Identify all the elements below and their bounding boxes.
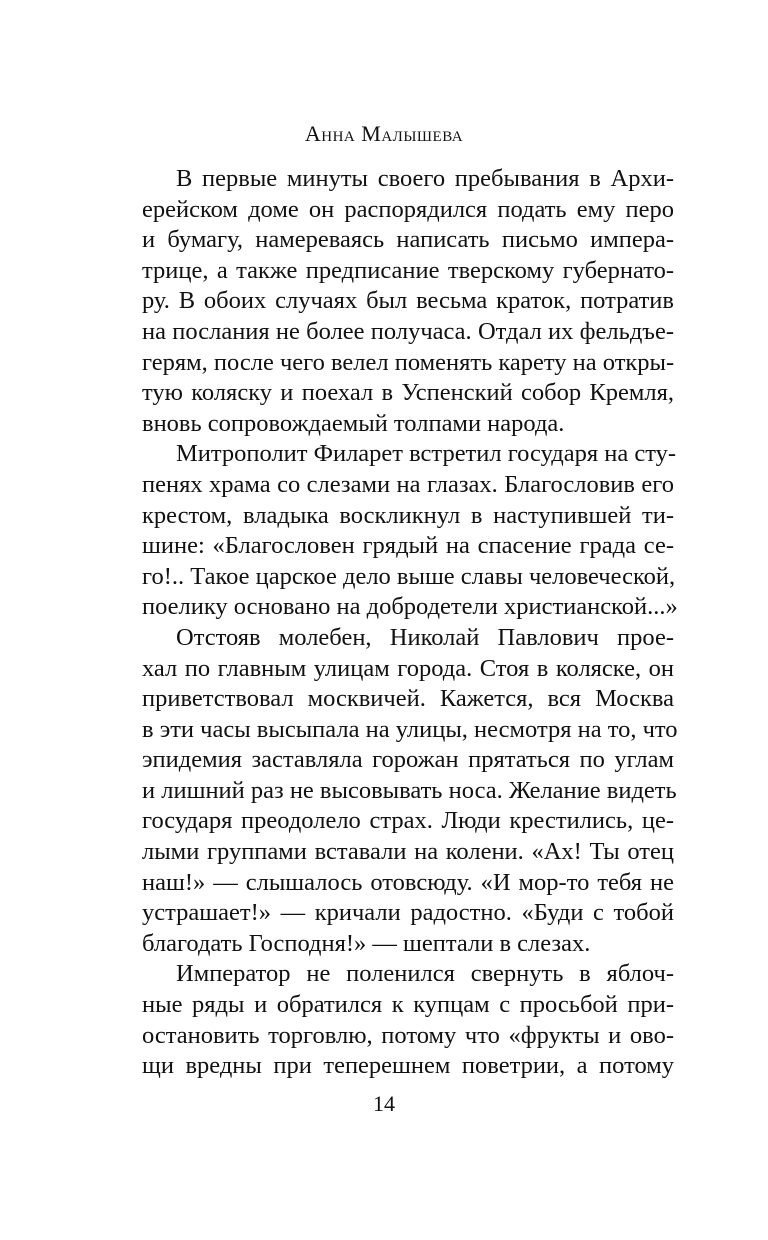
- text-line: Отстояв молебен, Николай Павлович прое-: [176, 623, 674, 651]
- text-line: ерейском доме он распорядился подать ему перо: [142, 195, 674, 223]
- text-line: устрашает!» — кричали радостно. «Буди с тобой: [142, 899, 674, 927]
- paragraph: [142, 164, 674, 439]
- paragraph: [142, 623, 678, 960]
- text-line: эпидемия заставляла горожан прятаться по углам: [142, 746, 674, 774]
- text-line: пенях храма со слезами на глазах. Благословив его: [142, 470, 674, 498]
- text-line: приветствовал москвичей. Кажется, вся Москва: [142, 685, 674, 713]
- text-line: герям, после чего велел поменять карету на откры-: [142, 348, 675, 376]
- text-line: хал по главным улицам города. Стоя в коляске, он: [142, 654, 674, 682]
- text-line: государя преодолело страх. Люди крестились, це-: [142, 807, 674, 835]
- text-line: Митрополит Филарет встретил государя на сту-: [176, 440, 677, 468]
- text-line: ру. В обоих случаях был весьма краток, потратив: [142, 287, 674, 315]
- text-line: благодать Господня!» — шептали в слезах.: [142, 929, 591, 957]
- paragraph: [142, 439, 678, 623]
- text-line: вновь сопровождаемый толпами народа.: [142, 409, 565, 437]
- text-line: и бумагу, намереваясь написать письмо импера-: [142, 226, 674, 254]
- text-line: трице, а также предписание тверскому губернато-: [142, 256, 674, 284]
- text-line: Император не поленился свернуть в яблоч-: [176, 960, 674, 988]
- running-head-author: Анна Малышева: [304, 121, 464, 146]
- text-line: крестом, владыка воскликнул в наступившей ти-: [142, 501, 674, 529]
- body-text: [142, 164, 678, 1082]
- text-line: щи вредны при теперешнем поветрии, а потому: [142, 1052, 674, 1080]
- text-line: поелику основано на добродетели христианской...»: [142, 593, 678, 621]
- text-line: шине: «Благословен грядый на спасение града се-: [142, 532, 674, 560]
- text-line: тую коляску и поехал в Успенский собор Кремля,: [142, 379, 674, 407]
- text-line: В первые минуты своего пребывания в Архи-: [176, 165, 674, 192]
- text-line: и лишний раз не высовывать носа. Желание видеть: [142, 776, 677, 804]
- paragraph: [142, 959, 674, 1081]
- text-line: остановить торговлю, потому что «фрукты и ово-: [142, 1021, 674, 1049]
- page-number: 14: [373, 1091, 395, 1116]
- text-line: наш!» — слышалось отовсюду. «И мор-то тебя не: [142, 868, 674, 896]
- text-line: в эти часы высыпала на улицы, несмотря на то, что: [142, 715, 678, 743]
- text-line: лыми группами вставали на колени. «Ах! Ты отец: [142, 838, 674, 866]
- text-line: ные ряды и обратился к купцам с просьбой при-: [142, 991, 674, 1019]
- text-line: го!.. Такое царское дело выше славы человеческой,: [142, 562, 676, 590]
- text-line: на послания не более получаса. Отдал их фельдъе-: [142, 317, 674, 345]
